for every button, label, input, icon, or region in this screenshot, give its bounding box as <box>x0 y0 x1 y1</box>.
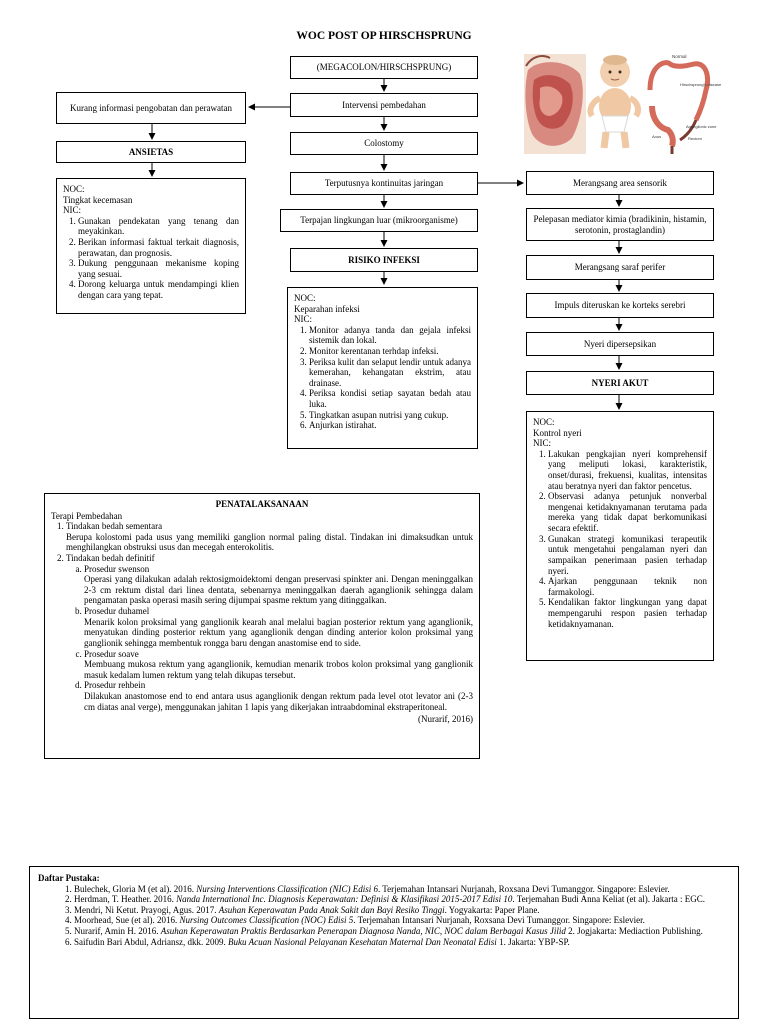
ref-publisher: 1. Jakarta: YBP-SP. <box>496 936 570 947</box>
page-title: WOC POST OP HIRSCHSPRUNG <box>296 30 472 42</box>
nic-item: 2. Berikan informasi faktual terkait diagnosis, perawatan, dan prognosis. <box>78 237 239 258</box>
daftar-pustaka-box <box>29 866 739 1019</box>
nic-item: 1. Lakukan pengkajian nyeri komprehensif yang meliputi lokasi, karakteristik, onset/durasi, frekuensi, kualitas, intensitas atau beratnya nyeri dan faktor pencetus. <box>548 449 707 491</box>
label-normal: Normal <box>672 54 687 59</box>
section-intro: Terapi Pembedahan <box>51 510 123 521</box>
ref-author: Mendri, Ni Ketut. Prayogi, Agus. 2017. <box>74 904 219 915</box>
node-megacolon: (MEGACOLON/HIRSCHSPRUNG) <box>290 56 478 79</box>
reference-item <box>74 884 730 895</box>
ref-book-title: Asuhan Keperawatan Praktis Berdasarkan Penerapan Diagnosa Nanda, NIC, NOC dalam Berbagai Kasus Jilid <box>160 926 566 937</box>
tindakan-item <box>66 521 473 553</box>
reference-item <box>74 937 730 948</box>
node-pelepasan-mediator: Pelepasan mediator kimia (bradikinin, histamin, serotonin, prostaglandin) <box>526 208 714 241</box>
ref-author: Moorhead, Sue (et al). 2016. <box>74 915 180 926</box>
prosedur-item <box>84 606 473 648</box>
reference-item <box>74 915 730 926</box>
nic-item: 3. Periksa kulit dan selaput lendir untuk adanya kemerahan, kehangatan ekstrim, atau drainase. <box>309 357 471 389</box>
tindakan-list <box>51 521 473 712</box>
noc-value: Tingkat kecemasan <box>63 194 133 205</box>
nic-item: 3. Gunakan strategi komunikasi terapeutik untuk mengetahui pengalaman nyeri dan sampaikan penerimaan pasien terhadap nyeri. <box>548 534 707 576</box>
prosedur-item <box>84 680 473 712</box>
ref-author: Herdman, T. Heather. 2016. <box>74 894 177 905</box>
nic-item: 2. Observasi adanya petunjuk nonverbal mengenai ketidaknyamanan terutama pada mereka yang tidak dapat berkomunikasi secara efektif. <box>548 491 707 533</box>
abdomen-image <box>524 54 586 154</box>
ref-author: Saifudin Bari Abdul, Adriansz, dkk. 2009. <box>74 936 228 947</box>
nic-item: 3. Dukung penggunaan mekanisme koping yang sesuai. <box>78 258 239 279</box>
node-nyeri-dipersepsikan: Nyeri dipersepsikan <box>526 332 714 356</box>
nic-item: 5. Tingkatkan asupan nutrisi yang cukup. <box>309 410 471 421</box>
ref-publisher: . Yogyakarta: Paper Plane. <box>444 904 540 915</box>
ref-book-title: Nursing Interventions Classification (NIC) Edisi 6 <box>196 883 378 894</box>
nic-item: 5. Kendalikan faktor lingkungan yang dapat mempengaruhi respon pasien terhadap ketidaknyamanan. <box>548 597 707 629</box>
node-merangsang-saraf: Merangsang saraf perifer <box>526 255 714 280</box>
noc-label: NOC: <box>63 184 85 194</box>
baby-image <box>590 55 638 148</box>
nic-item: 4. Periksa kondisi setiap sayatan bedah atau luka. <box>309 388 471 409</box>
ref-author: Bulechek, Gloria M (et al). 2016. <box>74 883 197 894</box>
nic-item: 1. Gunakan pendekatan yang tenang dan meyakinkan. <box>78 216 239 237</box>
nic-list <box>294 325 471 431</box>
section-title: PENATALAKSANAAN <box>215 499 309 509</box>
noc-value: Kontrol nyeri <box>533 427 582 438</box>
nic-item: 6. Anjurkan istirahat. <box>309 420 471 431</box>
infeksi-noc-nic-box <box>287 287 478 449</box>
tindakan-title: Tindakan bedah sementara <box>66 521 163 532</box>
tindakan-title: Tindakan bedah definitif <box>66 553 155 564</box>
illustration-svg <box>520 50 722 158</box>
ref-book-title: Buku Acuan Nasional Pelayanan Kesehatan Maternal Dan Neonatal Edisi <box>228 936 497 947</box>
nic-item: 4. Dorong keluarga untuk mendampingi klien dengan cara yang tepat. <box>78 279 239 300</box>
reference-item <box>74 905 730 916</box>
prosedur-name: Prosedur duhamel <box>84 606 150 617</box>
daftar-pustaka-title: Daftar Pustaka: <box>38 873 100 883</box>
reference-list <box>38 884 730 948</box>
diagnosis-risiko-infeksi: RISIKO INFEKSI <box>290 248 478 272</box>
ref-book-title: Nanda International Inc. Diagnosis Keperawatan: Definisi & Klasifikasi 2015-2017 Edisi 10 <box>176 894 513 905</box>
node-terputusnya-jaringan: Terputusnya kontinuitas jaringan <box>290 172 478 195</box>
noc-label: NOC: <box>294 293 316 303</box>
label-aganglionic-zone: Aganglionic zone <box>686 124 717 129</box>
prosedur-text: Membuang mukosa rektum yang aganglionik, kemudian menarik trobos kolon proksimal yang ganglionik masuk kedalam lumen rektum yang telah dikupas tersebut. <box>84 659 473 680</box>
citation: (Nurarif, 2016) <box>418 714 473 725</box>
nic-list <box>533 449 707 629</box>
colon-diagram <box>650 54 722 154</box>
node-terpajan-lingkungan: Terpajan lingkungan luar (mikroorganisme) <box>280 209 478 232</box>
ansietas-noc-nic-box <box>56 178 246 314</box>
nic-item: 1. Monitor adanya tanda dan gejala infeksi sistemik dan lokal. <box>309 325 471 346</box>
penatalaksanaan-box <box>44 493 480 759</box>
hirschsprung-illustration <box>520 50 722 158</box>
nic-list <box>63 216 239 301</box>
noc-value: Keparahan infeksi <box>294 303 360 314</box>
prosedur-name: Prosedur swenson <box>84 563 150 574</box>
nic-item: 4. Ajarkan penggunaan teknik non farmakologi. <box>548 576 707 597</box>
node-merangsang-sensorik: Merangsang area sensorik <box>526 171 714 195</box>
ref-book-title: Nursing Outcomes Classification (NOC) Edisi 5 <box>179 915 354 926</box>
label-anus: Anus <box>652 134 662 139</box>
nic-item: 2. Monitor kerentanan terhdap infeksi. <box>309 346 471 357</box>
ref-publisher: . Terjemahan Budi Anna Keliat (et al). Jakarta : EGC. <box>512 894 706 905</box>
prosedur-item <box>84 564 473 606</box>
nic-label: NIC: <box>533 438 551 449</box>
reference-item <box>74 926 730 937</box>
node-intervensi-pembedahan: Intervensi pembedahan <box>290 93 478 117</box>
node-colostomy: Colostomy <box>290 132 478 155</box>
prosedur-item <box>84 649 473 681</box>
ref-publisher: . Terjemahan Intansari Nurjanah, Roxsana Devi Tumanggor. Singapore: Eslevier. <box>377 883 670 894</box>
prosedur-text: Menarik kolon proksimal yang ganglionik kearah anal melalui bagian posterior rektum yang aganglionik, menyatukan dinding posterior rektum yang aganglionik dengan dinding anterior kolon proksimal yang ganglionik sehingga membentuk rongga baru dengan anastomise end to side. <box>84 616 473 648</box>
nyeri-noc-nic-box <box>526 411 714 661</box>
prosedur-name: Prosedur rehbein <box>84 680 146 691</box>
node-impuls-korteks: Impuls diteruskan ke korteks serebri <box>526 293 714 318</box>
nic-label: NIC: <box>294 314 312 325</box>
ref-publisher: 2. Jogjakarta: Mediaction Publishing. <box>565 926 703 937</box>
ref-author: Nurarif, Amin H. 2016. <box>74 926 161 937</box>
label-rectum: Rectum <box>688 136 702 141</box>
noc-label: NOC: <box>533 417 555 427</box>
tindakan-text: Berupa kolostomi pada usus yang memiliki ganglion normal paling distal. Tindakan ini dimaksudkan untuk menghilangkan obstruksi usus dan mecegah enterokolitis. <box>66 531 473 553</box>
label-hirschsprung: Hirschsprung's disease <box>680 82 722 87</box>
ref-publisher: . Terjemahan Intansari Nurjanah, Roxsana Devi Tumanggor. Singapore: Eslevier. <box>353 915 645 926</box>
prosedur-text: Operasi yang dilakukan adalah rektosigmoidektomi dengan preservasi spinkter ani. Dengan meninggalkan 2-3 cm rektum distal dari linea dentata, sebenarnya meninggalkan daerah aganglionik sehingga dalam pengamatan paska operasi masih sering dijumpai spasme rektum yang ditinggalkan. <box>84 574 473 606</box>
ref-book-title: Asuhan Keperawatan Pada Anak Sakit dan Bayi Resiko Tinggi <box>218 904 445 915</box>
diagnosis-nyeri-akut: NYERI AKUT <box>526 371 714 395</box>
diagnosis-ansietas: ANSIETAS <box>56 141 246 163</box>
tindakan-item <box>66 553 473 712</box>
node-kurang-informasi: Kurang informasi pengobatan dan perawatan <box>56 92 246 124</box>
prosedur-text: Dilakukan anastomose end to end antara usus aganglionik dengan rektum pada level otot levator ani (2-3 cm diatas anal verge), menggunakan jahitan 1 lapis yang dikerjakan intraabdominal ekstraperitoneal. <box>84 690 473 712</box>
prosedur-list <box>66 564 473 713</box>
prosedur-name: Prosedur soave <box>84 648 139 659</box>
reference-item <box>74 894 730 905</box>
nic-label: NIC: <box>63 205 81 216</box>
